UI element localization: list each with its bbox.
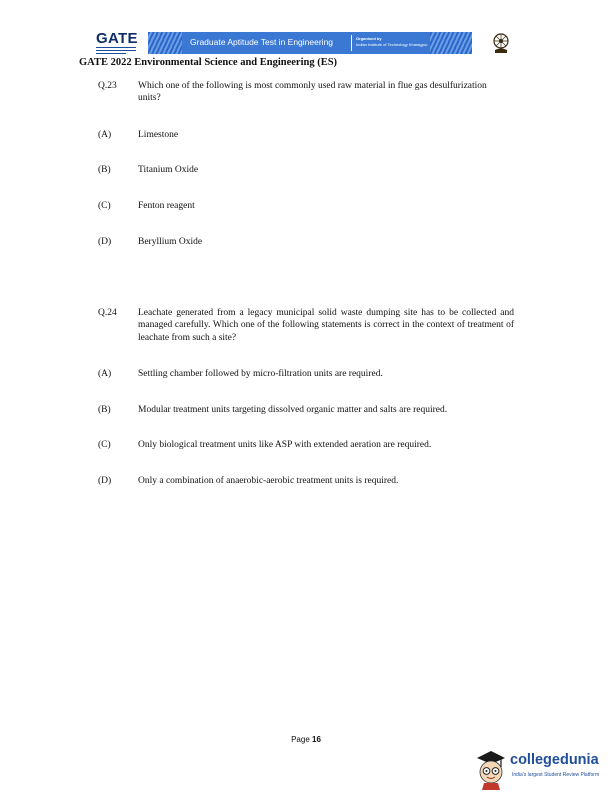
collegedunia-tagline: India's largest Student Review Platform (512, 772, 600, 778)
document-title: GATE 2022 Environmental Science and Engineering (ES) (79, 57, 338, 68)
option-text: Beryllium Oxide (138, 237, 203, 247)
option-letter: (A) (98, 130, 112, 140)
option-letter: (D) (98, 237, 112, 247)
organizer-name: Indian Institute of Technology Kharagpur (356, 42, 428, 47)
option-text: Only a combination of anaerobic-aerobic treatment units is required. (138, 476, 399, 486)
option-letter: (C) (98, 440, 111, 450)
header-banner (148, 32, 472, 54)
gate-logo: GATE (96, 32, 142, 58)
banner-title: Graduate Aptitude Test in Engineering (190, 37, 334, 47)
option-text: Modular treatment units targeting dissolved organic matter and salts are required. (138, 405, 448, 415)
option-text: Titanium Oxide (138, 165, 199, 175)
organized-by-label: Organised by (356, 36, 382, 41)
option-text: Settling chamber followed by micro-filtration units are required. (138, 369, 383, 379)
option-letter: (A) (98, 369, 112, 379)
institute-emblem-icon (490, 32, 512, 54)
question-number: Q.23 (98, 81, 117, 91)
option-text: Limestone (138, 130, 179, 140)
question-text: Which one of the following is most commonly used raw material in flue gas desulfurization units? (138, 81, 487, 104)
option-letter: (D) (98, 476, 112, 486)
option-letter: (B) (98, 165, 111, 175)
option-text: Fenton reagent (138, 201, 195, 211)
page-number: Page 16 (291, 735, 321, 744)
option-letter: (B) (98, 405, 111, 415)
question-text: Leachate generated from a legacy municipal solid waste dumping site has to be collected and managed carefully. Which one of the following statements is correct in the context of treatment of leachate from such a site? (138, 308, 514, 343)
page-header (96, 30, 516, 58)
collegedunia-mascot-icon (474, 746, 508, 790)
collegedunia-brand: collegedunia (510, 752, 599, 768)
question-number: Q.24 (98, 308, 117, 318)
option-text: Only biological treatment units like ASP with extended aeration are required. (138, 440, 432, 450)
option-letter: (C) (98, 201, 111, 211)
